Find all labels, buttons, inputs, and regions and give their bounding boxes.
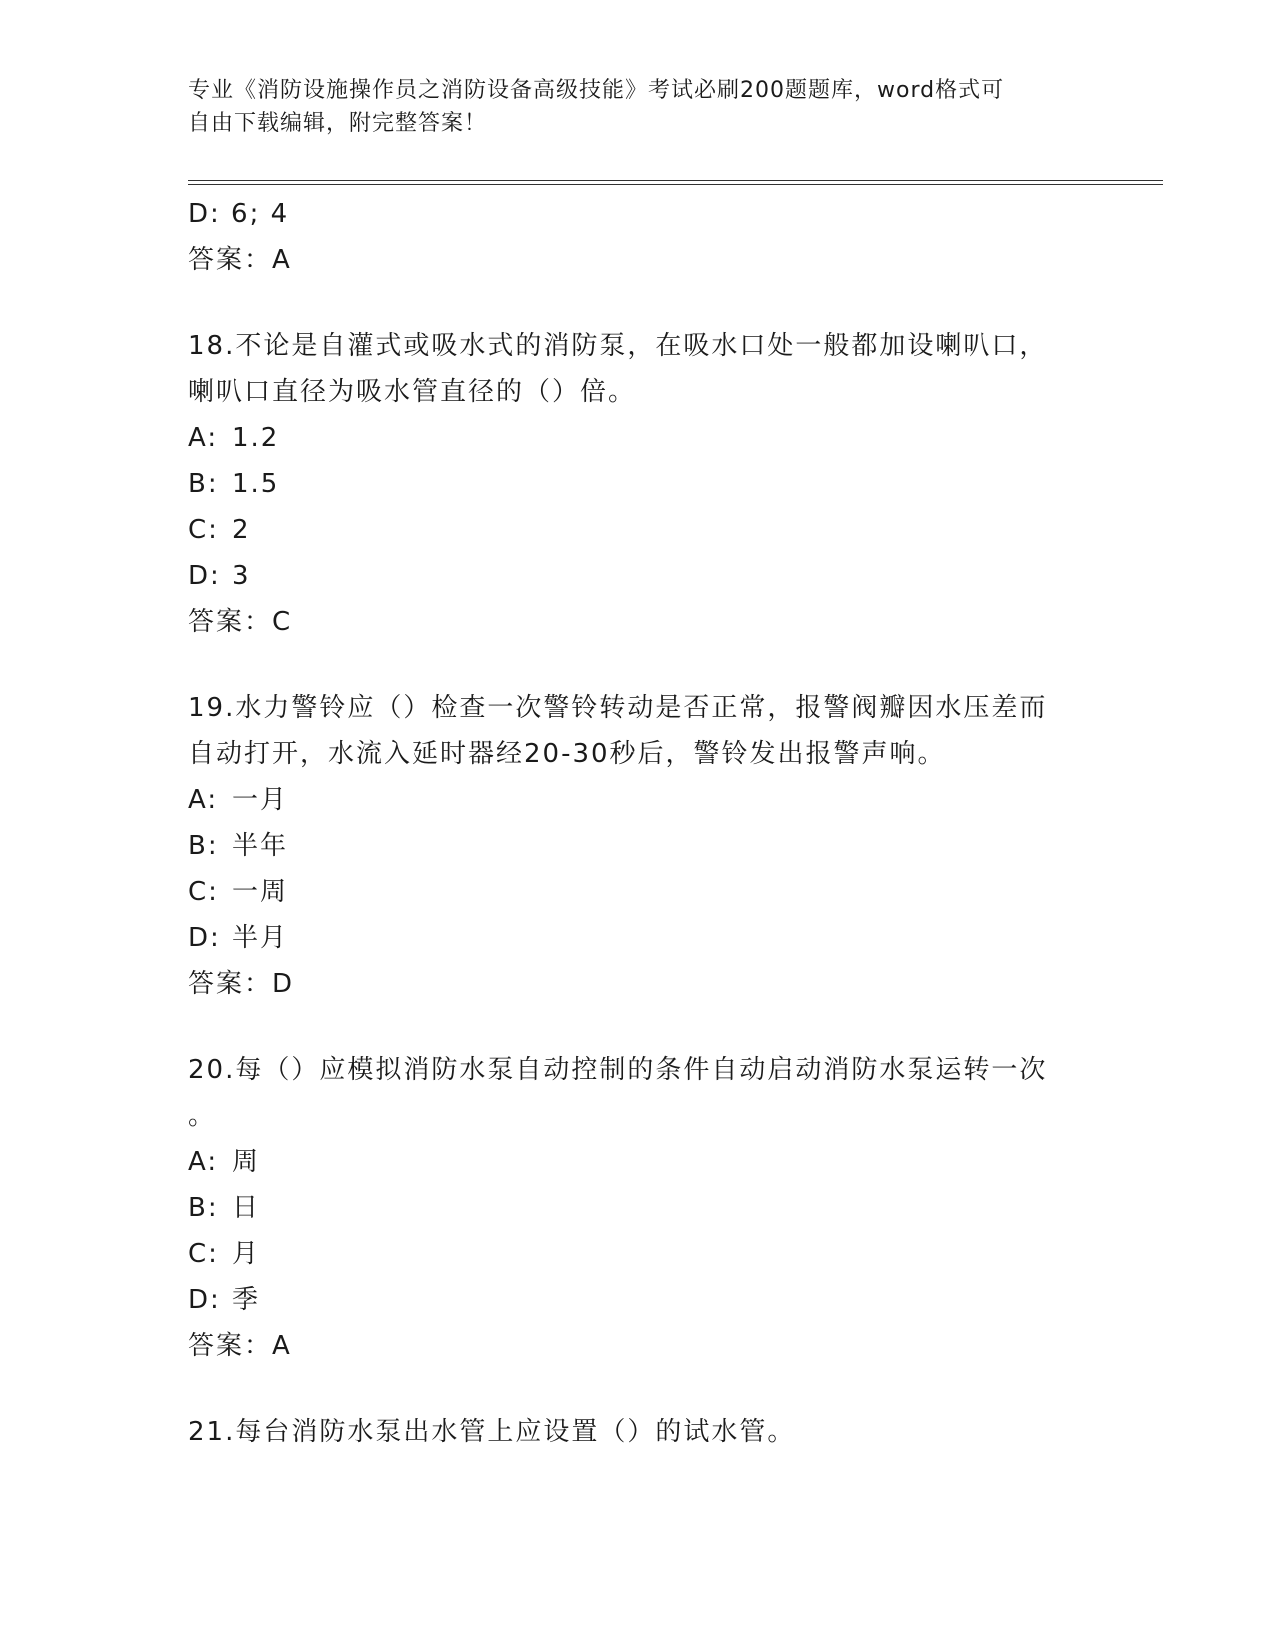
question-text-line: 自动打开，水流入延时器经20-30秒后，警铃发出报警声响。: [188, 739, 946, 769]
option-a: [188, 777, 1088, 823]
document-body: [188, 191, 1088, 1455]
answer-line: 答案：A: [188, 1331, 292, 1361]
question-18: [188, 323, 1088, 645]
option-text: 半月: [232, 923, 289, 953]
option-a: [188, 415, 1088, 461]
document-header: [188, 74, 1068, 140]
option-text: 1.2: [232, 423, 280, 453]
option-label: D:: [188, 561, 221, 591]
option-d: [188, 915, 1088, 961]
header-title-line-1: 专业《消防设施操作员之消防设备高级技能》考试必刷200题题库，word格式可: [188, 78, 1005, 103]
question-text-line: 19.水力警铃应（）检查一次警铃转动是否正常，报警阀瓣因水压差而: [188, 693, 1048, 723]
option-d: D: 6; 4: [188, 199, 290, 229]
answer-line: 答案：A: [188, 245, 292, 275]
option-c: [188, 869, 1088, 915]
option-b: [188, 823, 1088, 869]
header-title-line-2: 自由下载编辑，附完整答案！: [188, 111, 488, 136]
option-label: C:: [188, 1239, 219, 1269]
option-b: [188, 1185, 1088, 1231]
option-label: A:: [188, 1147, 219, 1177]
question-text-line: 。: [188, 1101, 217, 1131]
option-c: [188, 507, 1088, 553]
option-label: B:: [188, 1193, 219, 1223]
option-label: A:: [188, 785, 219, 815]
option-text: 一月: [232, 785, 289, 815]
question-text-line: 18.不论是自灌式或吸水式的消防泵，在吸水口处一般都加设喇叭口，: [188, 331, 1048, 361]
option-label: C:: [188, 515, 219, 545]
question-19: [188, 685, 1088, 1007]
question-21: [188, 1409, 1088, 1455]
question-20: [188, 1047, 1088, 1369]
option-text: 半年: [232, 831, 289, 861]
option-text: 2: [232, 515, 251, 545]
option-text: 1.5: [232, 469, 280, 499]
option-text: 3: [232, 561, 251, 591]
option-label: D:: [188, 923, 221, 953]
question-text-line: 21.每台消防水泵出水管上应设置（）的试水管。: [188, 1417, 796, 1447]
option-label: A:: [188, 423, 219, 453]
header-divider: [188, 180, 1163, 185]
option-text: 月: [232, 1239, 261, 1269]
question-text-line: 喇叭口直径为吸水管直径的（）倍。: [188, 377, 637, 407]
option-label: C:: [188, 877, 219, 907]
option-b: [188, 461, 1088, 507]
option-text: 日: [232, 1193, 261, 1223]
question-text-line: 20.每（）应模拟消防水泵自动控制的条件自动启动消防水泵运转一次: [188, 1055, 1048, 1085]
option-a: [188, 1139, 1088, 1185]
option-d: [188, 1277, 1088, 1323]
option-d: [188, 553, 1088, 599]
option-c: [188, 1231, 1088, 1277]
option-text: 季: [232, 1285, 261, 1315]
option-text: 周: [232, 1147, 261, 1177]
answer-line: 答案：C: [188, 607, 293, 637]
option-label: B:: [188, 469, 219, 499]
option-label: D:: [188, 1285, 221, 1315]
option-text: 一周: [232, 877, 289, 907]
option-label: B:: [188, 831, 219, 861]
answer-line: 答案：D: [188, 969, 295, 999]
